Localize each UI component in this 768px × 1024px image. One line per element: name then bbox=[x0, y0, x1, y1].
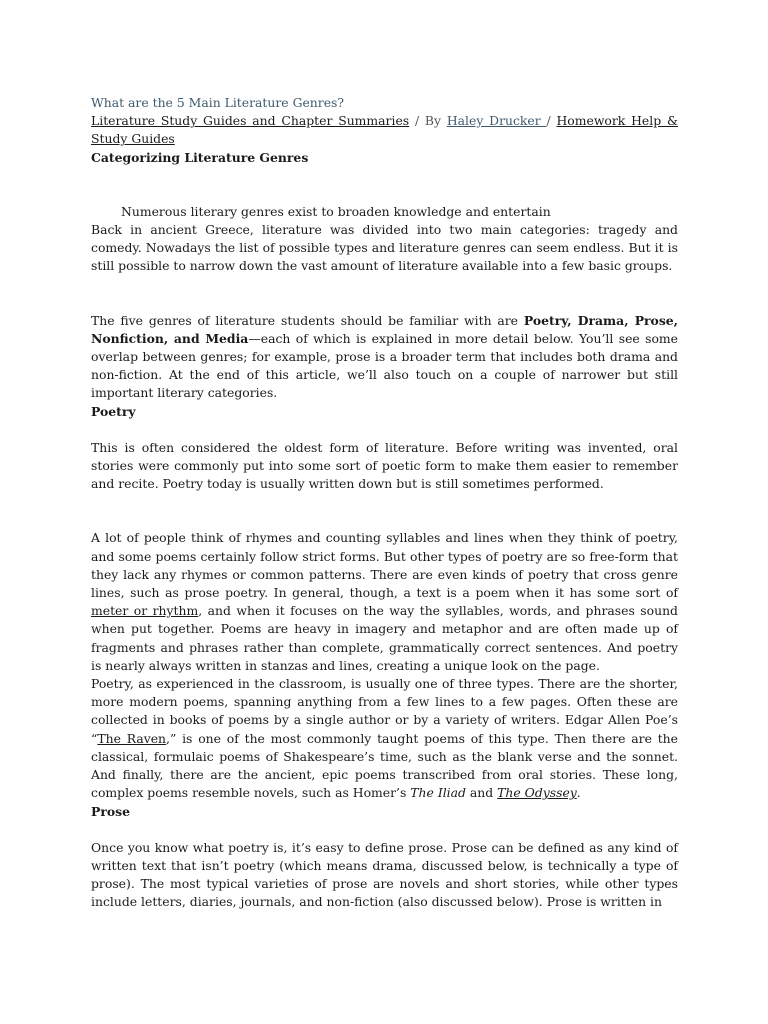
poetry-paragraph-3: Poetry, as experienced in the classroom, is usually one of three types. There are the shorter, more modern poems, spanning anything from a few lines to a few pages. Often these are collected in books of poems by a single author or by a variety of writers. Edgar Allen Poe’s “The Raven,” is one of the most commonly taught poems of this type. Then there are the classical, formulaic poems of Shakespeare’s time, such as the blank verse and the sonnet. And finally, there are the ancient, epic poems transcribed from oral stories. These long, complex poems resemble novels, such as Homer’s The Iliad and The Odyssey. bbox=[91, 676, 678, 801]
section-heading-prose: Prose bbox=[91, 803, 130, 819]
genres-paragraph: The five genres of literature students should be familiar with are Poetry, Drama, Prose, Nonfiction, and Media—each of which is explained in more detail below. You’ll see some overlap between genres; for example, prose is a broader term that includes both drama and non-fiction. At the end of this article, we’ll also touch on a couple of narrower but still important literary categories. bbox=[91, 312, 679, 401]
meter-rhythm-link[interactable]: meter or rhythm bbox=[91, 603, 199, 619]
odyssey-link[interactable]: The Odyssey bbox=[497, 785, 577, 801]
breadcrumb-separator: / bbox=[546, 113, 557, 129]
section-heading-poetry: Poetry bbox=[91, 403, 136, 419]
article-title: What are the 5 Main Literature Genres? bbox=[91, 95, 345, 110]
prose-paragraph-1: Once you know what poetry is, it’s easy to define prose. Prose can be defined as any kind of written text that isn’t poetry (which means drama, discussed below, is technically a type of prose). The most typical varieties of prose are novels and short stories, while other types include letters, diaries, journals, and non-fiction (also discussed below). Prose is written in bbox=[91, 839, 678, 910]
poetry-paragraph-1: This is often considered the oldest form of literature. Before writing was invented, oral stories were commonly put into some sort of poetic form to make them easier to remember and recite. Poetry today is usually written down but is still sometimes performed. bbox=[91, 439, 678, 492]
breadcrumb bbox=[91, 112, 678, 148]
breadcrumb-section-link[interactable]: Homework Help & Study Guides bbox=[91, 113, 678, 147]
iliad-title: The Iliad bbox=[410, 785, 466, 801]
poetry-paragraph-2: A lot of people think of rhymes and counting syllables and lines when they think of poetry, and some poems certainly follow strict forms. But other types of poetry are so free-form that they lack any rhymes or common patterns. There are even kinds of poetry that cross genre lines, such as prose poetry. In general, though, a text is a poem when it has some sort of meter or rhythm, and when it focuses on the way the syllables, words, and phrases sound when put together. Poems are heavy in imagery and metaphor and are often made up of fragments and phrases rather than complete, grammatically correct sentences. And poetry is nearly always written in stanzas and lines, creating a unique look on the page. bbox=[91, 530, 678, 673]
genres-list: Poetry, Drama, Prose, Nonfiction, and Media bbox=[91, 312, 678, 346]
intro-paragraph: Back in ancient Greece, literature was divided into two main categories: tragedy and comedy. Nowadays the list of possible types and literature genres can seem endless. But it is still possible to narrow down the vast amount of literature available into a few basic groups. bbox=[91, 222, 678, 274]
breadcrumb-category-link[interactable]: Literature Study Guides and Chapter Summaries bbox=[91, 113, 410, 129]
breadcrumb-author-link[interactable]: Haley Drucker bbox=[446, 113, 547, 129]
the-raven-link[interactable]: The Raven bbox=[97, 730, 167, 746]
breadcrumb-separator: / By bbox=[409, 113, 447, 129]
intro-lead: Numerous literary genres exist to broaden knowledge and entertain bbox=[121, 203, 551, 219]
document-page bbox=[91, 90, 678, 912]
article-subtitle: Categorizing Literature Genres bbox=[91, 149, 309, 165]
